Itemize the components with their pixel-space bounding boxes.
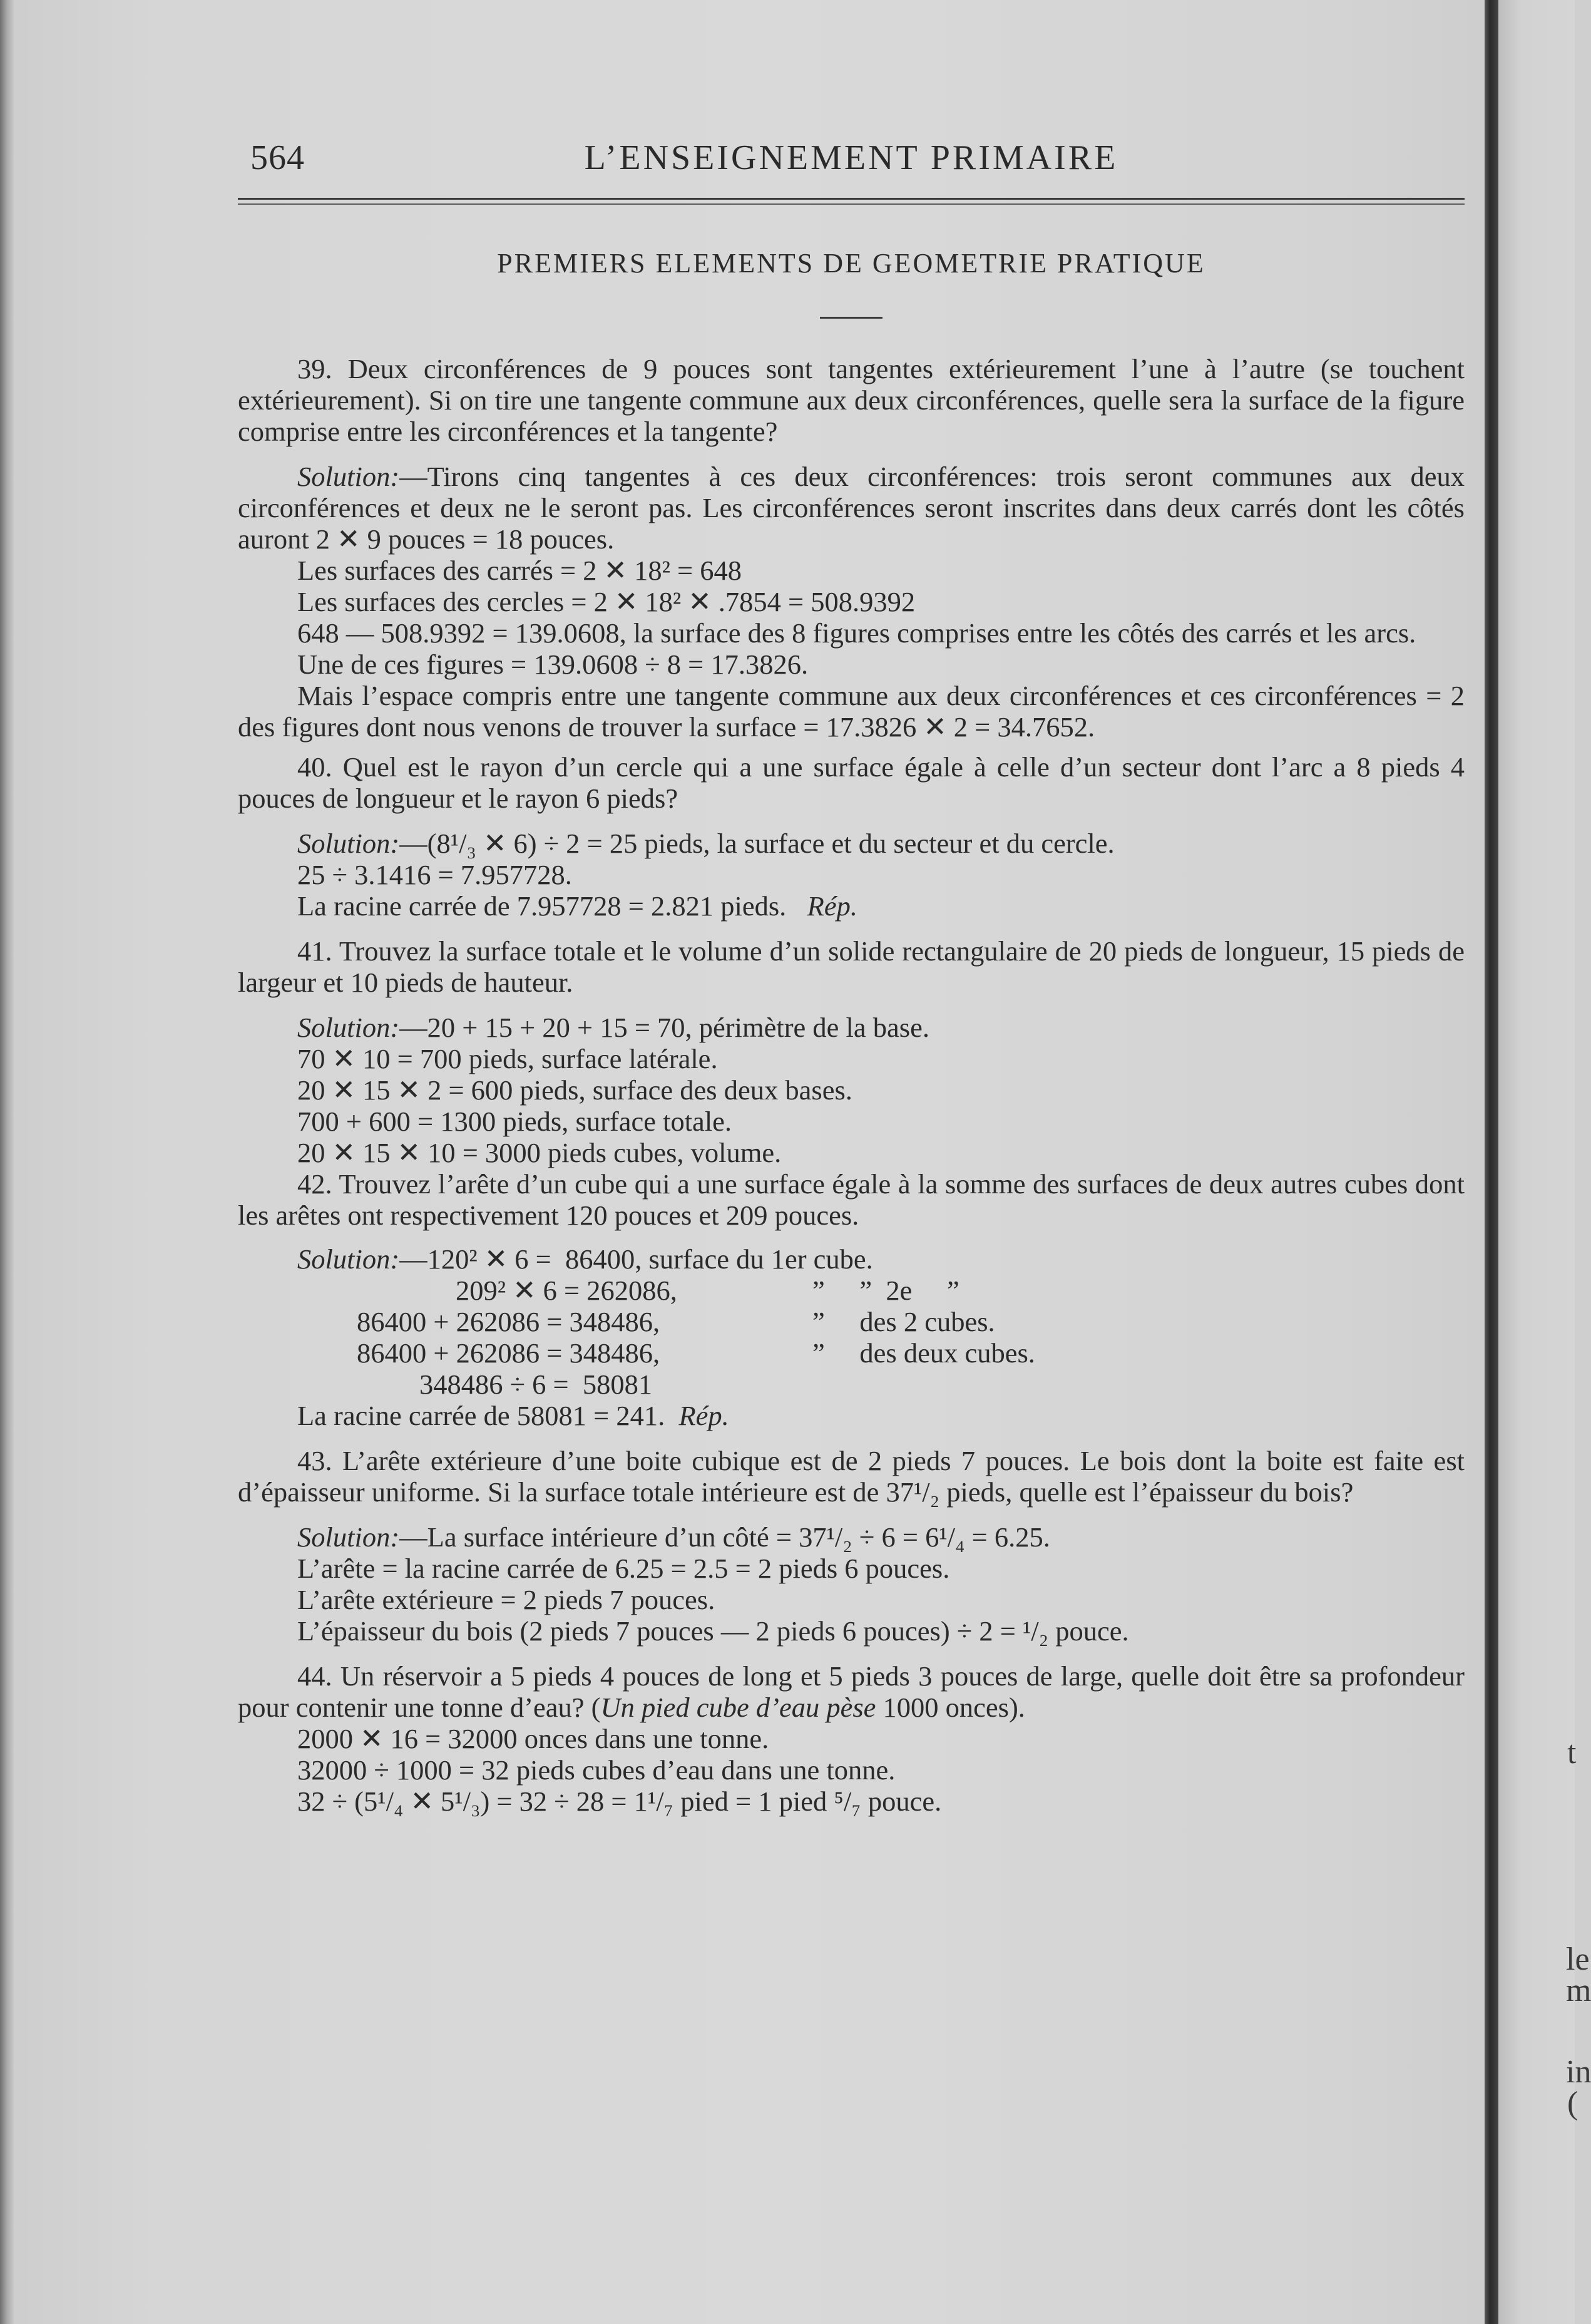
problem-44-line: 2000 ✕ 16 = 32000 onces dans une tonne. xyxy=(297,1723,769,1754)
calc-row xyxy=(238,1369,1465,1400)
calc-text: —120² ✕ 6 = 86400, surface du 1er cube. xyxy=(399,1243,873,1275)
problem-44-statement xyxy=(238,1660,1465,1723)
solution-text: —20 + 15 + 20 + 15 = 70, périmètre de la base. xyxy=(399,1012,929,1043)
calc-text: 86400 + 262086 = 348486, xyxy=(357,1337,660,1369)
bleed-text: m xyxy=(1566,1973,1591,2008)
problem-40-line: 25 ÷ 3.1416 = 7.957728. xyxy=(297,859,572,890)
problem-41-line: 20 ✕ 15 ✕ 10 = 3000 pieds cubes, volume. xyxy=(297,1137,782,1168)
problem-43-statement: 43. L’arête extérieure d’une boite cubique est de 2 pieds 7 pouces. Le bois dont la boite est faite est d’épaisseur uniforme. Si la surface totale intérieure est de 37¹/₂ pieds, quelle est l’épaisseur du bois? xyxy=(238,1445,1465,1508)
page-body xyxy=(238,353,1465,1817)
ditto-text: ” des 2 cubes. xyxy=(812,1306,995,1337)
statement-italic: Un pied cube d’eau pèse xyxy=(600,1692,876,1723)
title-rule xyxy=(820,317,882,319)
running-head xyxy=(238,125,1465,194)
ditto-text: ” des deux cubes. xyxy=(812,1337,1035,1369)
problem-39-line: Une de ces figures = 139.0608 ÷ 8 = 17.3826. xyxy=(297,649,809,680)
answer-label: Rép. xyxy=(807,890,857,922)
problem-44-line: 32000 ÷ 1000 = 32 pieds cubes d’eau dans une tonne. xyxy=(297,1754,896,1786)
bleed-text: ( xyxy=(1567,2085,1578,2121)
problem-39-line: 648 — 508.9392 = 139.0608, la surface des 8 figures comprises entre les côtés des carrés et les arcs. xyxy=(297,617,1416,649)
answer-text: La racine carrée de 58081 = 241. xyxy=(297,1400,665,1431)
solution-label: Solution: xyxy=(297,828,400,859)
problem-39-statement: 39. Deux circonférences de 9 pouces sont tangentes extérieurement l’une à l’autre (se touchent extérieurement). Si on tire une tangente commune aux deux circonférences, quelle sera la surface de la figure comprise entre les circonférences et la tangente? xyxy=(238,353,1465,447)
calc-text: 348486 ÷ 6 = 58081 xyxy=(419,1369,653,1400)
problem-42-solution xyxy=(238,1243,1465,1431)
section-title: PREMIERS ELEMENTS DE GEOMETRIE PRATIQUE xyxy=(497,248,1205,279)
problem-40-solution xyxy=(238,828,1465,859)
book-gutter xyxy=(1485,0,1498,2324)
calc-row xyxy=(238,1306,1465,1337)
calc-text: 86400 + 262086 = 348486, xyxy=(357,1306,660,1337)
bleed-text: t xyxy=(1567,1735,1577,1771)
problem-39-line: Mais l’espace compris entre une tangente commune aux deux circonférences et ces circonférences = 2 des figures dont nous venons de trouver la surface = 17.3826 ✕ 2 = 34.7652. xyxy=(238,680,1465,743)
problem-42-statement: 42. Trouvez l’arête d’un cube qui a une surface égale à la somme des surfaces de deux autres cubes dont les arêtes ont respectivement 120 pouces et 209 pouces. xyxy=(238,1168,1465,1231)
solution-label: Solution: xyxy=(297,1012,400,1043)
solution-label: Solution: xyxy=(297,461,400,492)
left-book-edge xyxy=(0,0,14,2324)
calc-row xyxy=(238,1275,1465,1306)
solution-text: —Tirons cinq tangentes à ces deux circonférences: trois seront communes aux deux circonférences et deux ne le seront pas. Les circonférences seront inscrites dans deux carrés dont les côtés auront 2 ✕ 9 pouces = 18 pouces. xyxy=(238,461,1465,555)
problem-43-line: L’arête = la racine carrée de 6.25 = 2.5 = 2 pieds 6 pouces. xyxy=(297,1553,950,1584)
calc-row xyxy=(238,1337,1465,1369)
statement-text: 1000 onces). xyxy=(876,1692,1025,1723)
problem-39-line: Les surfaces des carrés = 2 ✕ 18² = 648 xyxy=(297,555,742,586)
page-number: 564 xyxy=(250,138,305,177)
facing-page-edge xyxy=(1498,0,1591,2324)
problem-41-line: 700 + 600 = 1300 pieds, surface totale. xyxy=(297,1106,732,1137)
problem-41-line: 70 ✕ 10 = 700 pieds, surface latérale. xyxy=(297,1043,718,1074)
problem-43-line: L’arête extérieure = 2 pieds 7 pouces. xyxy=(297,1584,715,1615)
problem-43-solution xyxy=(238,1521,1465,1553)
problem-41-statement: 41. Trouvez la surface totale et le volume d’un solide rectangulaire de 20 pieds de longueur, 15 pieds de largeur et 10 pieds de hauteur. xyxy=(238,935,1465,998)
book-page xyxy=(238,125,1465,1817)
ditto-text: ” ” 2e ” xyxy=(812,1275,959,1306)
problem-44-line: 32 ÷ (5¹/₄ ✕ 5¹/₃) = 32 ÷ 28 = 1¹/₇ pied = 1 pied ⁵/₇ pouce. xyxy=(297,1786,942,1817)
problem-39-solution xyxy=(238,461,1465,555)
problem-39-line: Les surfaces des cercles = 2 ✕ 18² ✕ .7854 = 508.9392 xyxy=(297,586,916,617)
calc-text: 209² ✕ 6 = 262086, xyxy=(456,1275,677,1306)
statement-text: 44. Un réservoir a 5 pieds 4 pouces de long et 5 pieds 3 pouces de large, quelle doit être sa profondeur pour contenir une tonne d’eau? ( xyxy=(238,1660,1465,1723)
problem-41-line: 20 ✕ 15 ✕ 2 = 600 pieds, surface des deux bases. xyxy=(297,1074,852,1106)
solution-label: Solution: xyxy=(297,1521,400,1553)
solution-text: —(8¹/₃ ✕ 6) ÷ 2 = 25 pieds, la surface et du secteur et du cercle. xyxy=(399,828,1115,859)
problem-40-line xyxy=(238,890,1465,922)
problem-42-line xyxy=(238,1400,1465,1431)
problem-41-solution xyxy=(238,1012,1465,1043)
calc-row xyxy=(238,1243,1465,1275)
answer-label: Rép. xyxy=(678,1400,729,1431)
answer-text: La racine carrée de 7.957728 = 2.821 pieds. xyxy=(297,890,787,922)
solution-label: Solution: xyxy=(297,1243,400,1275)
bleed-text: le xyxy=(1566,1941,1590,1977)
bleed-text: in xyxy=(1566,2054,1591,2090)
problem-43-line: L’épaisseur du bois (2 pieds 7 pouces — 2 pieds 6 pouces) ÷ 2 = ¹/₂ pouce. xyxy=(297,1615,1129,1647)
problem-40-statement: 40. Quel est le rayon d’un cercle qui a une surface égale à celle d’un secteur dont l’arc a 8 pieds 4 pouces de longueur et le rayon 6 pieds? xyxy=(238,751,1465,814)
solution-text: —La surface intérieure d’un côté = 37¹/₂ ÷ 6 = 6¹/₄ = 6.25. xyxy=(399,1521,1050,1553)
header-double-rule xyxy=(238,198,1465,205)
running-title: L’ENSEIGNEMENT PRIMAIRE xyxy=(584,138,1118,177)
